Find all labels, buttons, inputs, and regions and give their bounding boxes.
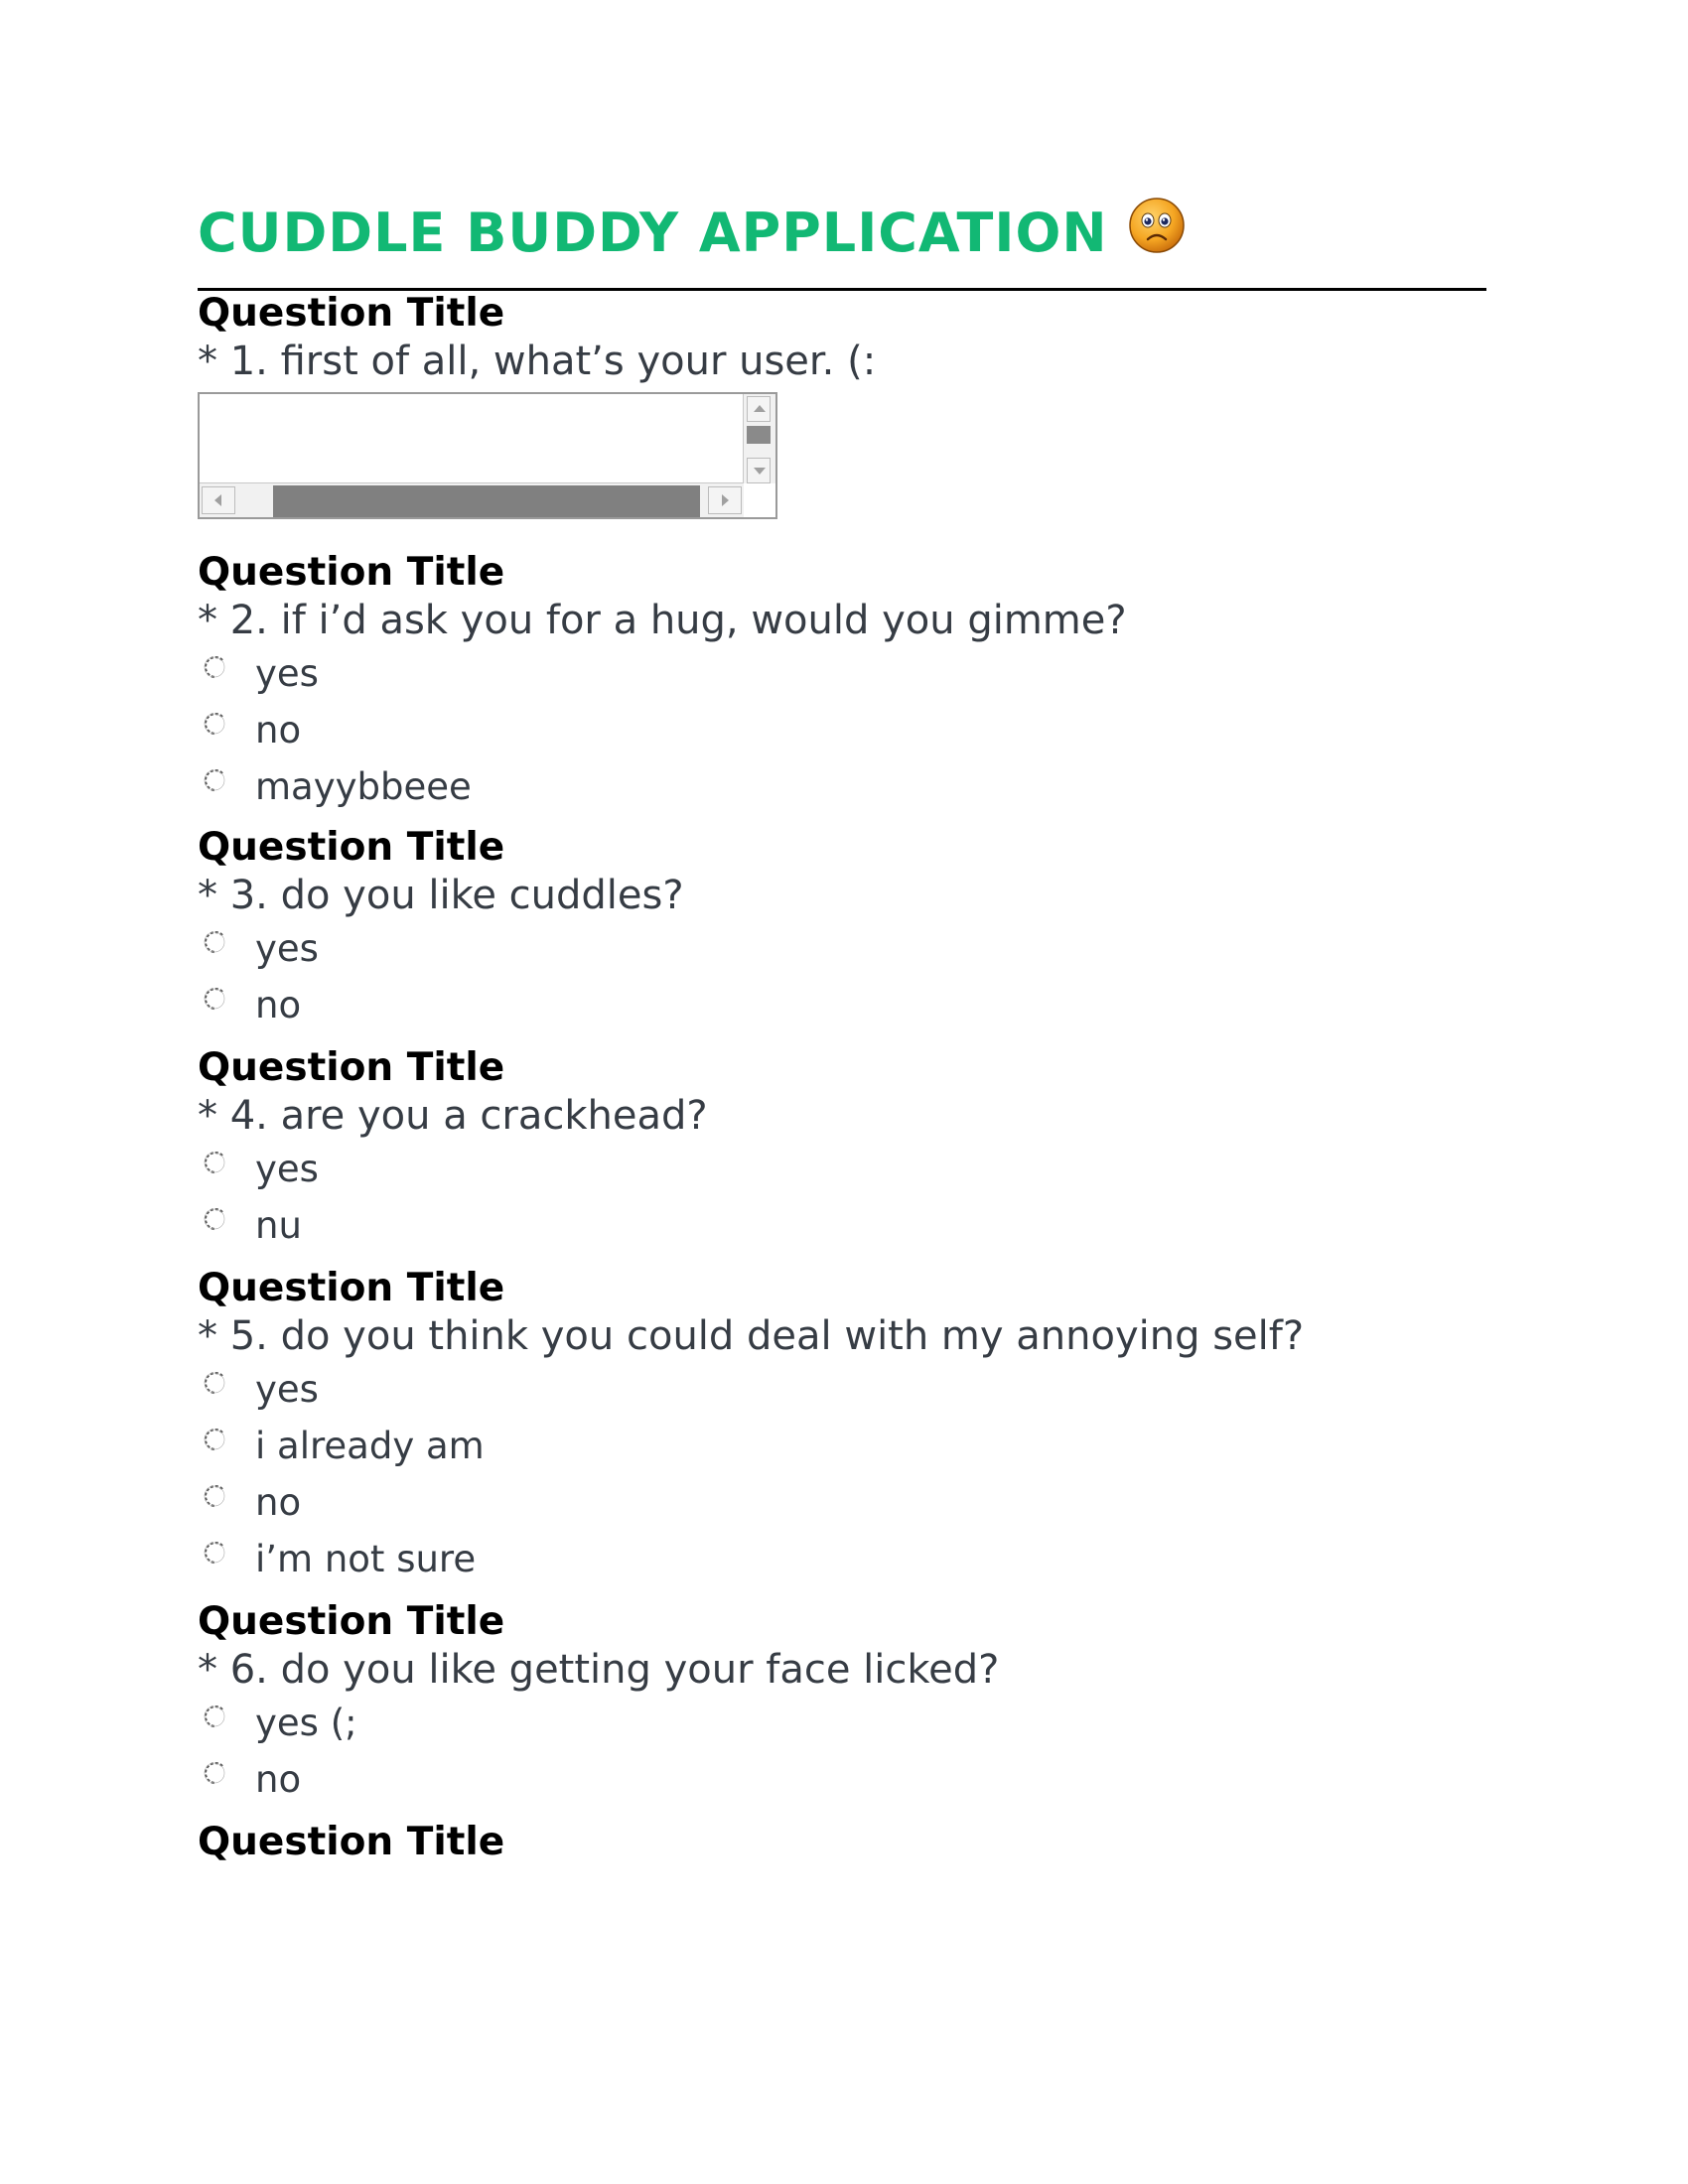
question-heading: Question Title [198,825,505,870]
option-label: no [255,1758,302,1801]
question-6 [198,1599,1488,1820]
option-label: nu [255,1204,302,1247]
question-text: * 5. do you think you could deal with my annoying self? [198,1313,1305,1359]
sad-face-emoji-icon [1128,197,1186,254]
option-label: no [255,1481,302,1524]
option-label: yes (; [255,1702,357,1744]
question-4 [198,1045,1488,1266]
scroll-corner [744,483,775,517]
option-label: yes [255,927,319,970]
radio-option[interactable] [198,1531,1488,1587]
radio-options [198,645,1488,815]
radio-button-icon[interactable] [202,986,227,1012]
radio-option[interactable] [198,1418,1488,1474]
question-text: * 4. are you a crackhead? [198,1093,708,1139]
question-5 [198,1266,1488,1599]
radio-button-icon[interactable] [202,1483,227,1509]
radio-button-icon[interactable] [202,1760,227,1786]
question-heading: Question Title [198,1599,505,1644]
radio-option[interactable] [198,1197,1488,1254]
radio-options [198,1695,1488,1808]
radio-options [198,1141,1488,1254]
user-text-input[interactable] [200,394,746,483]
horizontal-scrollbar[interactable] [200,482,744,517]
scroll-down-arrow-icon[interactable] [747,458,771,483]
radio-option[interactable] [198,977,1488,1033]
question-3 [198,825,1488,1045]
question-heading: Question Title [198,1045,505,1090]
question-text: * 3. do you like cuddles? [198,873,684,918]
question-heading: Question Title [198,550,505,595]
radio-options [198,920,1488,1033]
option-label: mayybbeee [255,765,472,808]
option-label: no [255,984,302,1026]
scroll-left-arrow-icon[interactable] [202,486,235,514]
radio-option[interactable] [198,1695,1488,1751]
user-textbox [198,392,777,519]
radio-option[interactable] [198,1361,1488,1418]
radio-options [198,1361,1488,1587]
horizontal-scroll-thumb[interactable] [273,485,700,517]
radio-button-icon[interactable] [202,711,227,737]
option-label: no [255,709,302,751]
document-page [198,194,1488,1865]
scroll-up-arrow-icon[interactable] [747,396,771,422]
question-2 [198,550,1488,825]
radio-option[interactable] [198,1751,1488,1808]
radio-button-icon[interactable] [202,929,227,955]
option-label: i’m not sure [255,1538,477,1580]
question-heading: Question Title [198,1820,505,1864]
question-7 [198,1820,1488,1865]
vertical-scrollbar[interactable] [743,394,775,485]
radio-option[interactable] [198,758,1488,815]
radio-button-icon[interactable] [202,1150,227,1175]
radio-button-icon[interactable] [202,1427,227,1452]
radio-button-icon[interactable] [202,1370,227,1396]
question-heading: Question Title [198,291,505,336]
radio-button-icon[interactable] [202,654,227,680]
radio-button-icon[interactable] [202,1704,227,1729]
page-title: CUDDLE BUDDY APPLICATION [198,202,1108,264]
radio-button-icon[interactable] [202,1540,227,1566]
radio-button-icon[interactable] [202,1206,227,1232]
vertical-scroll-thumb[interactable] [747,426,771,444]
question-text: * 6. do you like getting your face licked? [198,1647,1000,1693]
radio-option[interactable] [198,702,1488,758]
option-label: yes [255,1148,319,1190]
option-label: i already am [255,1425,485,1467]
question-text: * 1. first of all, what’s your user. (: [198,339,877,384]
question-1 [198,291,1488,550]
option-label: yes [255,652,319,695]
question-heading: Question Title [198,1266,505,1310]
option-label: yes [255,1368,319,1411]
question-text: * 2. if i’d ask you for a hug, would you gimme? [198,598,1127,643]
radio-button-icon[interactable] [202,767,227,793]
radio-option[interactable] [198,1141,1488,1197]
radio-option[interactable] [198,645,1488,702]
radio-option[interactable] [198,1474,1488,1531]
title-row [198,194,1488,273]
radio-option[interactable] [198,920,1488,977]
scroll-right-arrow-icon[interactable] [708,486,742,514]
